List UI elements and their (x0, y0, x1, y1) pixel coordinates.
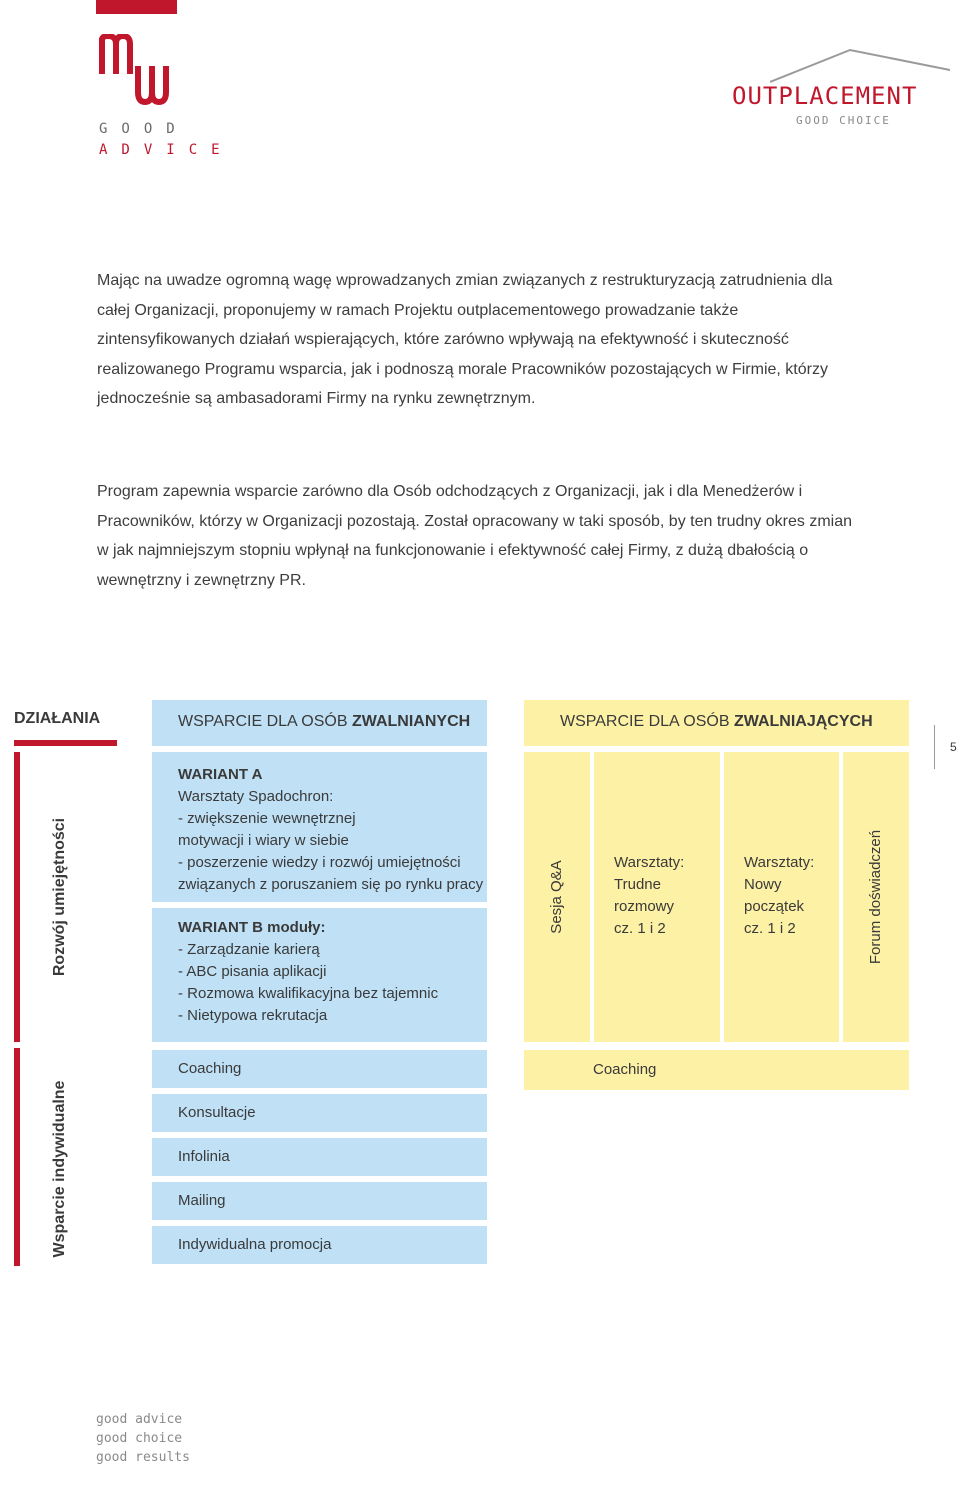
column-header-dismissing (524, 700, 909, 746)
col2-prefix: WSPARCIE DLA OSÓB (560, 713, 734, 730)
outplacement-subtitle: GOOD CHOICE (796, 114, 891, 127)
col1-bold: ZWALNIANYCH (351, 713, 471, 730)
warsztaty-2-line-4: cz. 1 i 2 (744, 920, 796, 937)
col2-bold: ZWALNIAJĄCYCH (733, 713, 873, 730)
warsztaty-1-line-2: Trudne (614, 876, 661, 893)
brand-good: GOOD (99, 121, 189, 137)
intro-paragraph-1: Mając na uwadze ogromną wagę wprowadzanych zmian związanych z restrukturyzacją zatrudnienia dla całej Organizacji, proponujemy w ramach Projektu outplacementowego prowadzanie także zintensyfikowanych działań wspierających, które zarówno wpływają na efektywność i skuteczność realizowanego Programu wsparcia, jak i podnoszą morale Pracowników pozostających w Firmie, którzy jednocześnie są ambasadorami Firmy na rynku zewnętrznym. (97, 272, 833, 407)
col1-prefix: WSPARCIE DLA OSÓB (178, 713, 352, 730)
warsztaty-1-line-3: rozmowy (614, 898, 675, 915)
row2-label: Wsparcie indywidualne (51, 1080, 68, 1258)
warsztaty-2-line-3: początek (744, 898, 805, 915)
sesja-label: Sesja Q&A (548, 860, 565, 934)
row1-accent-line (14, 752, 20, 1042)
forum-label: Forum doświadczeń (867, 829, 884, 965)
dismissed-skills-box (152, 752, 487, 1042)
warsztaty-2-line-1: Warsztaty: (744, 854, 815, 871)
individual-item-promocja: Indywidualna promocja (152, 1226, 487, 1264)
warsztaty-2-line-2: Nowy (744, 876, 782, 893)
wariant-b-line-3: - Rozmowa kwalifikacyjna bez tajemnic (178, 985, 439, 1002)
wariant-b-line-1: - Zarządzanie karierą (178, 941, 320, 958)
page-number: 5 (950, 740, 957, 754)
wariant-a-line-2: - zwiększenie wewnętrznej (178, 810, 356, 827)
wariant-a-line-5: związanych z poruszaniem się po rynku pracy (178, 876, 484, 893)
footer-good-advice: good advice (96, 1412, 183, 1427)
wariant-b-title: WARIANT B moduły: (178, 919, 326, 936)
footer-good-choice: good choice (96, 1431, 183, 1446)
forum-column (843, 752, 909, 1042)
wariant-a-line-3: motywacji i wiary w siebie (178, 832, 349, 849)
wariant-b-line-4: - Nietypowa rekrutacja (178, 1007, 328, 1024)
page-number-divider (934, 725, 935, 769)
footer-good-results: good results (96, 1450, 190, 1465)
warsztaty-1-column (594, 752, 720, 1042)
wariant-b-line-2: - ABC pisania aplikacji (178, 963, 327, 980)
brand-advice: ADVICE (99, 142, 234, 158)
wariant-separator (152, 902, 487, 908)
warsztaty-2-column (724, 752, 839, 1042)
individual-right-coaching: Coaching (524, 1050, 909, 1090)
sesja-column (524, 752, 590, 1042)
top-accent-bar (96, 0, 177, 14)
wariant-a-title: WARIANT A (178, 766, 263, 783)
row2-accent-line (14, 1048, 20, 1266)
warsztaty-1-line-4: cz. 1 i 2 (614, 920, 666, 937)
actions-underline (14, 740, 117, 746)
column-header-dismissed (152, 700, 487, 746)
mw-logo-icon (98, 34, 178, 106)
intro-paragraph-2: Program zapewnia wsparcie zarówno dla Osób odchodzących z Organizacji, jak i dla Menedżerów i Pracowników, którzy w Organizacji pozostają. Został opracowany w taki sposób, by ten trudny okres zmian w jak najmniejszym stopniu wpłynął na funkcjonowanie i efektywność całej Firmy, z dużą dbałością o wewnętrzny i zewnętrzny PR. (97, 483, 852, 589)
individual-item-infolinia: Infolinia (152, 1138, 487, 1176)
wariant-a-line-4: - poszerzenie wiedzy i rozwój umiejętności (178, 854, 461, 871)
individual-item-mailing: Mailing (152, 1182, 487, 1220)
roof-icon (770, 48, 950, 84)
row1-label: Rozwój umiejętności (51, 817, 68, 977)
outplacement-title: OUTPLACEMENT (732, 82, 918, 110)
individual-item-konsultacje: Konsultacje (152, 1094, 487, 1132)
wariant-a-line-1: Warsztaty Spadochron: (178, 788, 334, 805)
actions-label: DZIAŁANIA (14, 710, 101, 727)
warsztaty-1-line-1: Warsztaty: (614, 854, 685, 871)
individual-item-coaching: Coaching (152, 1050, 487, 1088)
